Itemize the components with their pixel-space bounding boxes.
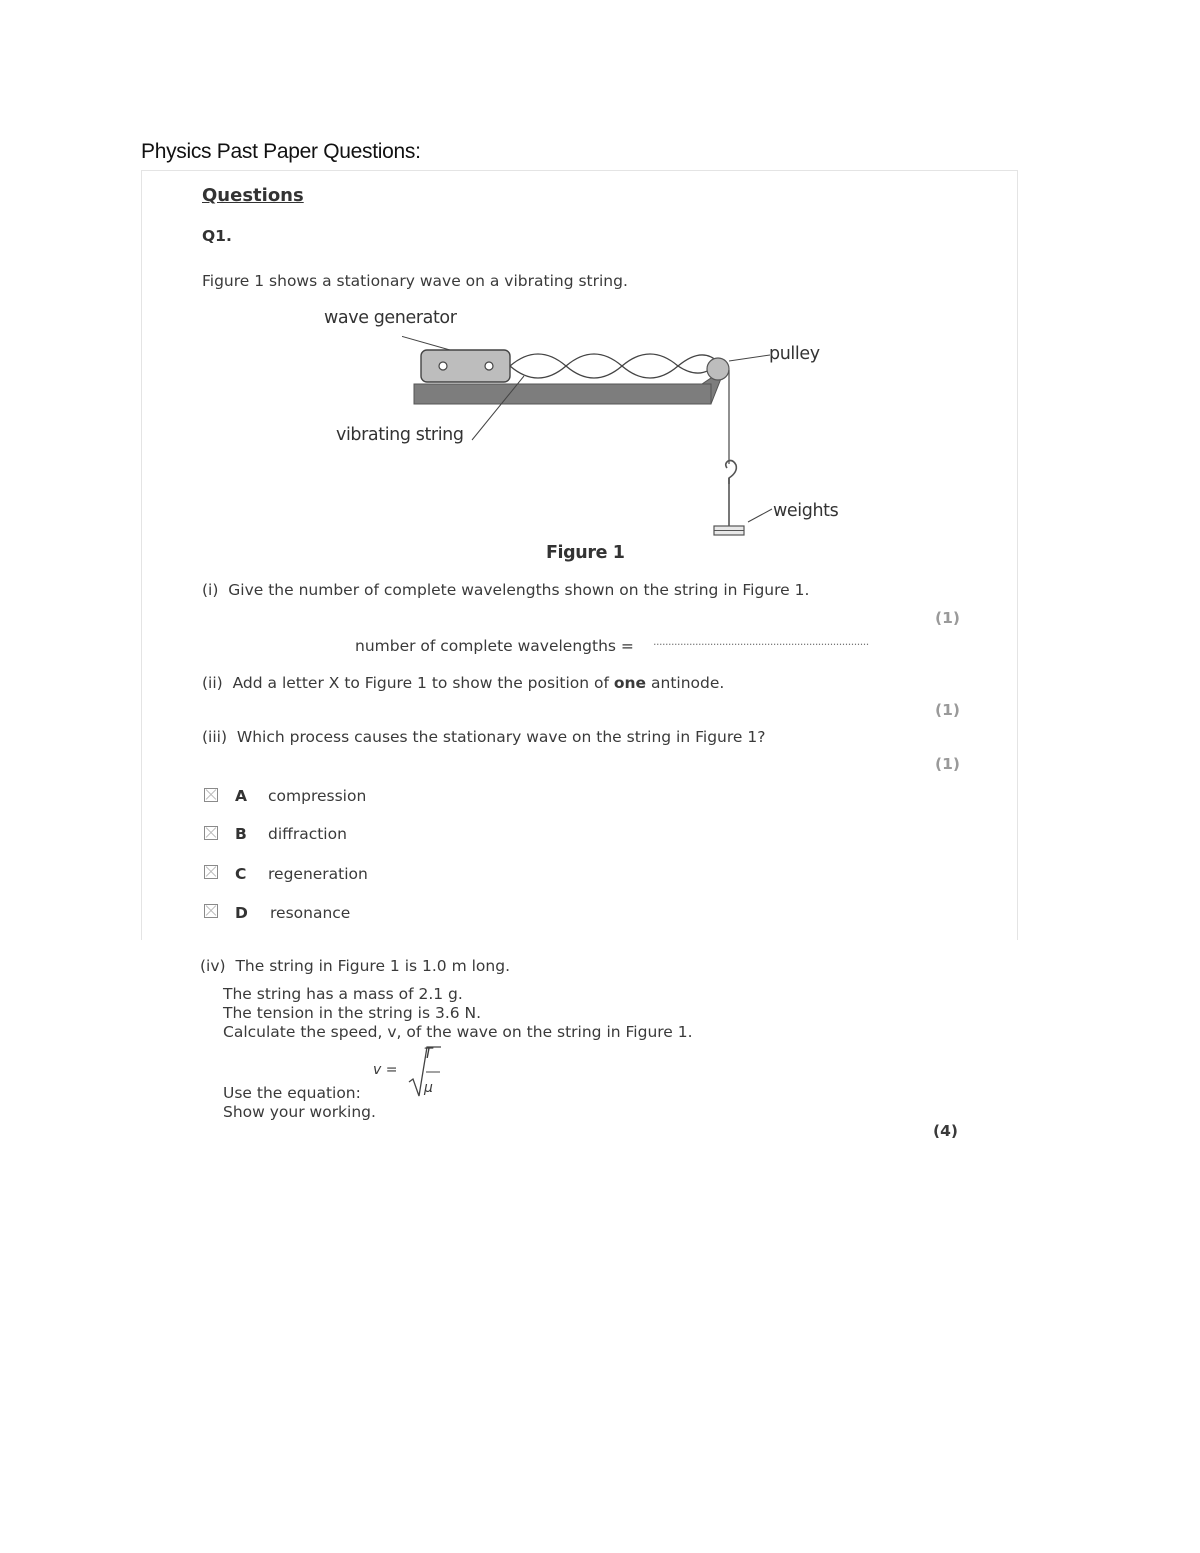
question-number: Q1.: [202, 227, 232, 245]
bench: [414, 384, 711, 404]
part-i-marks: (1): [935, 609, 960, 627]
figure-caption: Figure 1: [546, 543, 625, 563]
option-c-text: regeneration: [268, 865, 368, 883]
wave-upper: [510, 354, 718, 366]
part-ii-prefix: (ii): [202, 674, 223, 692]
pulley: [707, 358, 729, 380]
part-iv-prefix: (iv): [200, 957, 226, 975]
part-iv-marks: (4): [933, 1122, 958, 1140]
part-i-text: Give the number of complete wavelengths shown on the string in Figure 1.: [228, 581, 810, 599]
part-iii-prefix: (iii): [202, 728, 228, 746]
show-working-label: Show your working.: [223, 1103, 376, 1121]
option-a-letter: A: [235, 787, 247, 805]
equation-lhs: v =: [373, 1062, 398, 1078]
option-d-checkbox[interactable]: [204, 904, 218, 918]
part-ii-question: [202, 674, 724, 692]
label-pulley: pulley: [769, 344, 820, 364]
option-b-checkbox[interactable]: [204, 826, 218, 840]
option-a-checkbox[interactable]: [204, 788, 218, 802]
question-panel: [141, 170, 1018, 940]
hook: [726, 461, 737, 485]
option-b-text: diffraction: [268, 825, 347, 843]
questions-title: Questions: [202, 185, 304, 206]
part-i-answer-line[interactable]: ........................................................................: [653, 635, 869, 648]
label-wave-generator: wave generator: [324, 308, 457, 328]
part-ii-text-bold: one: [613, 674, 647, 692]
equation-denominator: μ: [424, 1080, 433, 1096]
option-b-letter: B: [235, 825, 247, 843]
label-vibrating-string: vibrating string: [336, 425, 464, 445]
part-i-prefix: (i): [202, 581, 219, 599]
wave-lower: [510, 362, 718, 378]
question-intro: Figure 1 shows a stationary wave on a vibrating string.: [202, 272, 628, 290]
option-a-text: compression: [268, 787, 367, 805]
equation-numerator: T: [424, 1046, 433, 1062]
part-i-question: [202, 581, 809, 599]
wave-generator: [421, 350, 510, 382]
label-weights: weights: [773, 501, 839, 521]
option-d-text: resonance: [270, 904, 351, 922]
option-d-letter: D: [235, 904, 248, 922]
part-ii-text-after: antinode.: [646, 674, 725, 692]
option-c-checkbox[interactable]: [204, 865, 218, 879]
part-iv-text: The string in Figure 1 is 1.0 m long.: [235, 957, 511, 975]
part-iii-question: [202, 728, 765, 746]
use-equation-label: Use the equation:: [223, 1084, 361, 1102]
part-iii-marks: (1): [935, 755, 960, 773]
option-c-letter: C: [235, 865, 247, 883]
part-iii-text: Which process causes the stationary wave on the string in Figure 1?: [236, 728, 766, 746]
part-ii-text-before: Add a letter X to Figure 1 to show the position of: [232, 674, 614, 692]
part-iv-line-tension: The tension in the string is 3.6 N.: [223, 1004, 482, 1022]
part-ii-marks: (1): [935, 701, 960, 719]
page-heading: Physics Past Paper Questions:: [141, 140, 421, 163]
part-iv-line-calculate: Calculate the speed, v, of the wave on the string in Figure 1.: [223, 1023, 693, 1041]
part-iv-line-mass: The string has a mass of 2.1 g.: [223, 985, 463, 1003]
part-i-answer-label: number of complete wavelengths =: [355, 637, 634, 655]
part-iv-question: [200, 957, 510, 975]
